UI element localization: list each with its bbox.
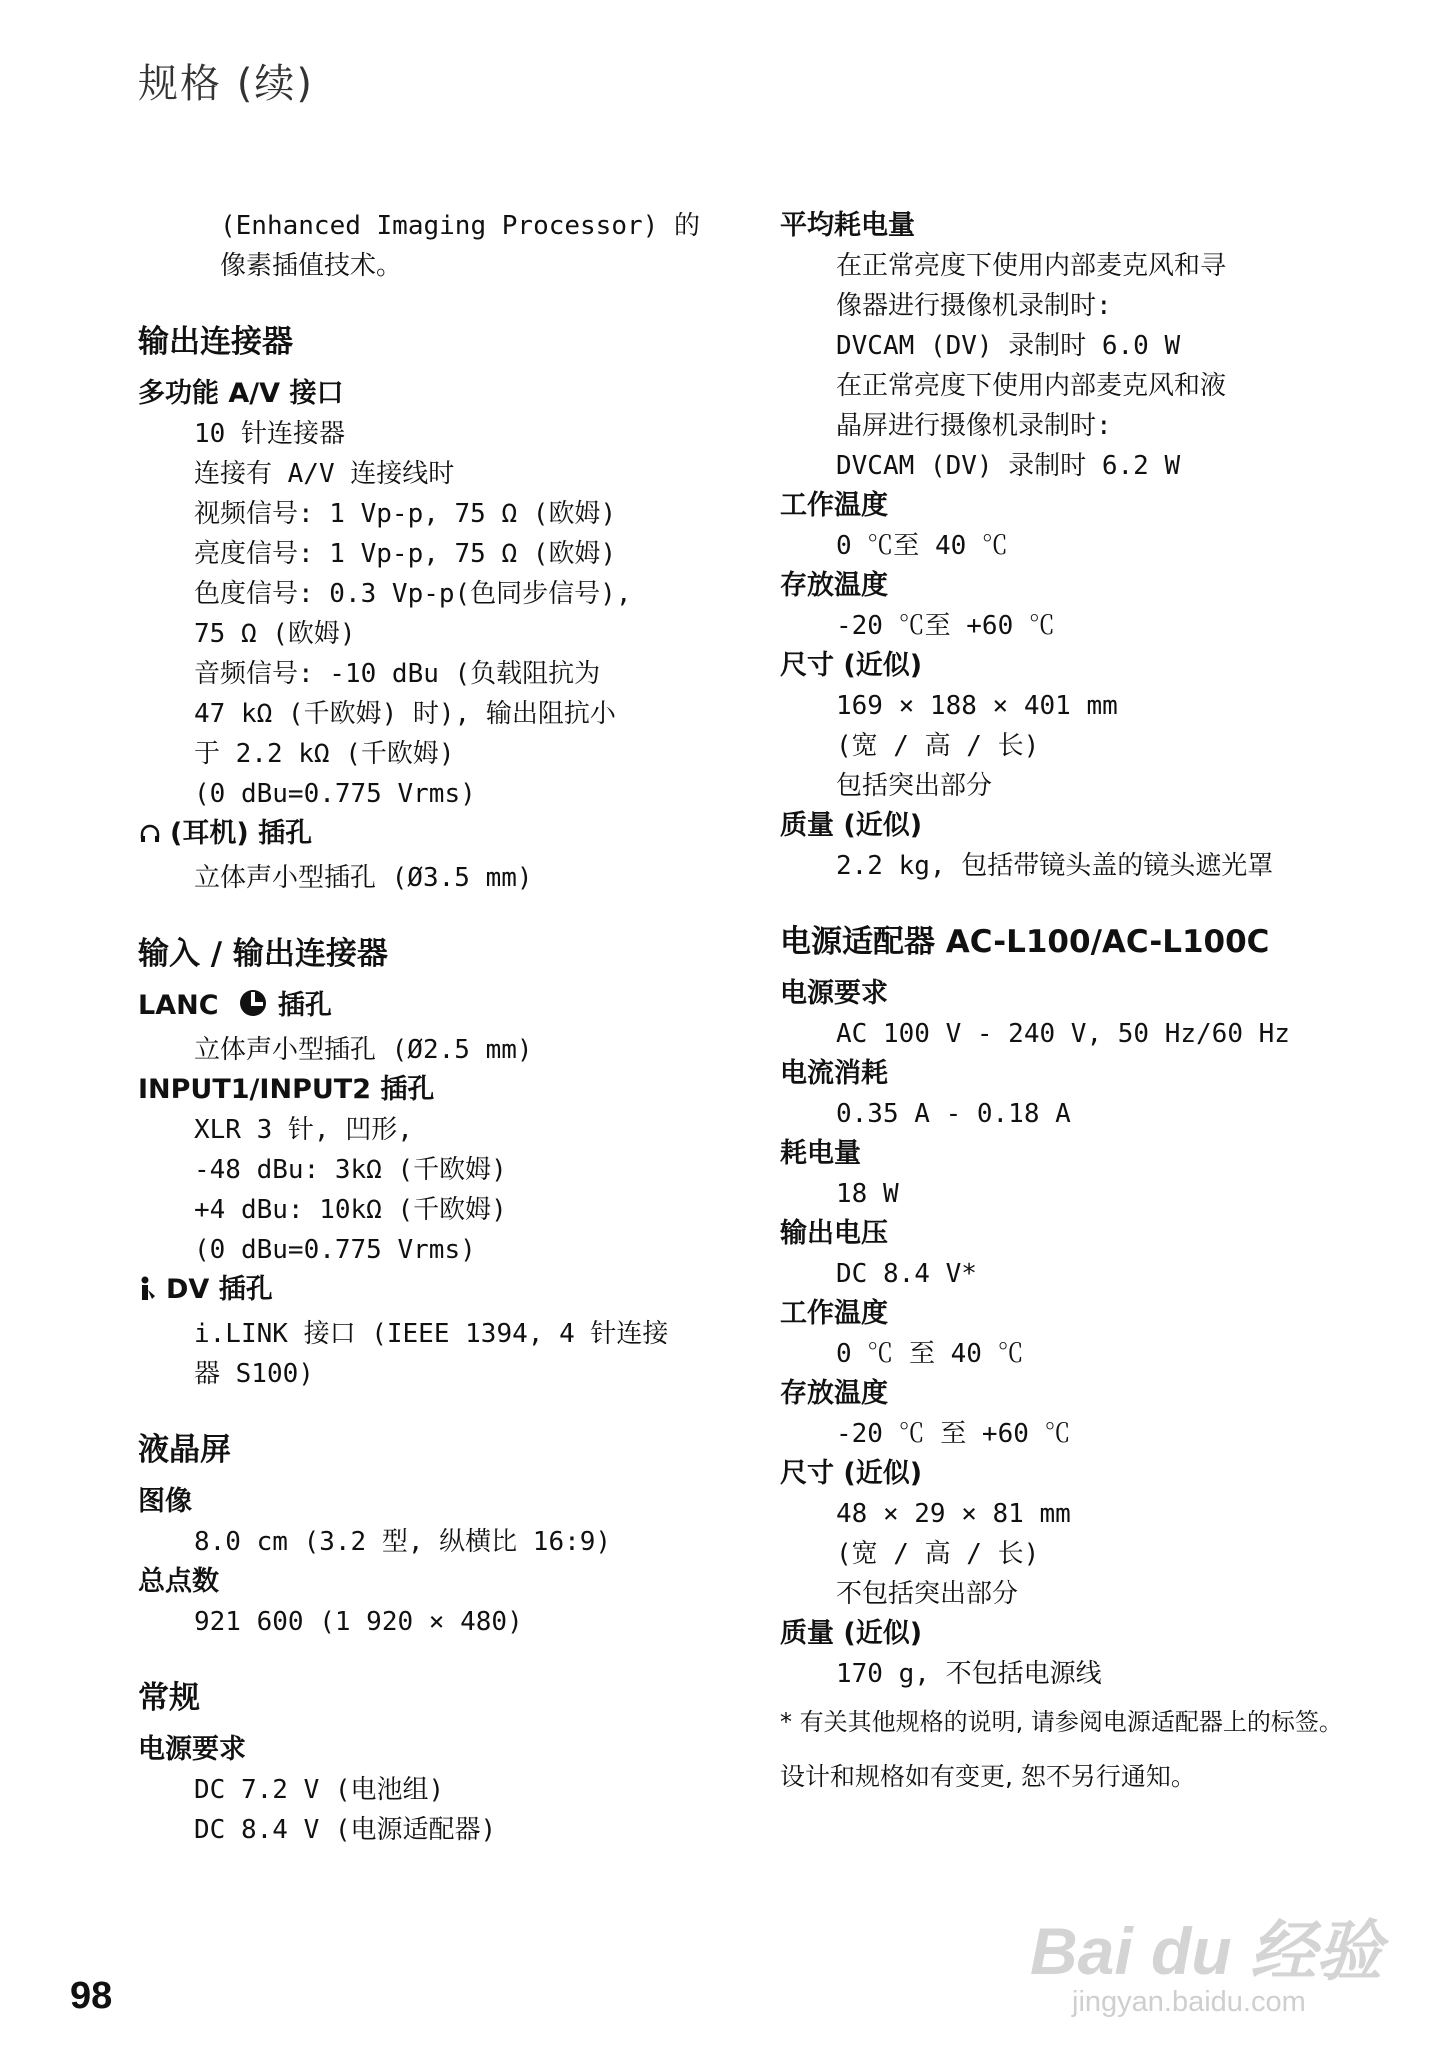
spec-value: -20 ℃至 +60 ℃ [836, 611, 1055, 641]
spec-value: 在正常亮度下使用内部麦克风和液 [836, 371, 1227, 401]
spec-label-multi-av: 多功能 A/V 接口 [138, 378, 344, 409]
intro-line: (Enhanced Imaging Processor) 的 [220, 211, 700, 241]
spec-value: DC 8.4 V* [836, 1259, 977, 1289]
spec-value: -48 dBu: 3kΩ (千欧姆) [194, 1155, 507, 1185]
footnote: * 有关其他规格的说明, 请参阅电源适配器上的标签。 [780, 1708, 1343, 1736]
spec-label-adapter-dimensions: 尺寸 (近似) [780, 1458, 923, 1489]
page-number: 98 [70, 1975, 113, 2017]
spec-value: XLR 3 针, 凹形, [194, 1115, 413, 1145]
spec-label-dv [138, 1270, 718, 1314]
section-heading-output: 输出连接器 [138, 324, 293, 360]
spec-label-image: 图像 [138, 1486, 192, 1517]
spec-label-adapter-mass: 质量 (近似) [780, 1618, 923, 1649]
spec-value: 色度信号: 0.3 Vp-p(色同步信号), [194, 579, 632, 609]
spec-label-input: INPUT1/INPUT2 插孔 [138, 1074, 435, 1105]
spec-label-lanc [138, 986, 718, 1030]
spec-value: (0 dBu=0.775 Vrms) [194, 779, 476, 809]
spec-value: 0 ℃至 40 ℃ [836, 531, 1008, 561]
lanc-label-b: 插孔 [277, 990, 332, 1021]
spec-value: 在正常亮度下使用内部麦克风和寻 [836, 251, 1227, 281]
spec-value: 0.35 A - 0.18 A [836, 1099, 1071, 1129]
spec-value: DVCAM (DV) 录制时 6.0 W [836, 331, 1181, 361]
spec-value: 视频信号: 1 Vp-p, 75 Ω (欧姆) [194, 499, 617, 529]
headphone-icon [138, 818, 162, 858]
spec-value: 18 W [836, 1179, 899, 1209]
spec-value: +4 dBu: 10kΩ (千欧姆) [194, 1195, 507, 1225]
spec-label-dimensions: 尺寸 (近似) [780, 650, 923, 681]
spec-label-adapter-op-temp: 工作温度 [780, 1298, 888, 1329]
watermark-url: jingyan.baidu.com [1072, 1986, 1306, 2018]
intro-line: 像素插值技术。 [220, 251, 403, 281]
ilink-icon [138, 1274, 158, 1314]
spec-label-mass: 质量 (近似) [780, 810, 923, 841]
spec-value: 亮度信号: 1 Vp-p, 75 Ω (欧姆) [194, 539, 617, 569]
spec-label-adapter-power: 电源要求 [780, 978, 888, 1009]
spec-value: 器 S100) [194, 1359, 314, 1389]
spec-label-avg-power: 平均耗电量 [780, 210, 915, 241]
spec-value: (宽 / 高 / 长) [836, 1539, 1040, 1569]
spec-label-headphone [138, 814, 718, 858]
spec-value: 包括突出部分 [836, 771, 993, 801]
spec-label-output-voltage: 输出电压 [780, 1218, 888, 1249]
spec-value: 48 × 29 × 81 mm [836, 1499, 1071, 1529]
spec-value: DC 8.4 V (电源适配器) [194, 1815, 497, 1845]
spec-label-power: 电源要求 [138, 1734, 246, 1765]
spec-value: 10 针连接器 [194, 419, 345, 449]
spec-value: 音频信号: -10 dBu (负载阻抗为 [194, 659, 601, 689]
spec-value: 0 ℃ 至 40 ℃ [836, 1339, 1024, 1369]
spec-value: DC 7.2 V (电池组) [194, 1775, 445, 1805]
change-notice: 设计和规格如有变更, 恕不另行通知。 [780, 1762, 1196, 1791]
spec-value: (宽 / 高 / 长) [836, 731, 1040, 761]
lanc-label: LANC [138, 990, 219, 1021]
spec-value: AC 100 V - 240 V, 50 Hz/60 Hz [836, 1019, 1290, 1049]
watermark-logo: Bai du 经验 [1030, 1914, 1383, 1988]
spec-label-op-temp: 工作温度 [780, 490, 888, 521]
spec-value: 像器进行摄像机录制时: [836, 291, 1112, 321]
spec-value: -20 ℃ 至 +60 ℃ [836, 1419, 1071, 1449]
spec-value: 75 Ω (欧姆) [194, 619, 356, 649]
spec-value: 晶屏进行摄像机录制时: [836, 411, 1112, 441]
spec-value: 连接有 A/V 连接线时 [194, 459, 455, 489]
spec-label-dots: 总点数 [138, 1566, 219, 1597]
spec-value: DVCAM (DV) 录制时 6.2 W [836, 451, 1181, 481]
spec-value: 于 2.2 kΩ (千欧姆) [194, 739, 455, 769]
dv-label: DV 插孔 [166, 1274, 273, 1305]
spec-label-consumption: 耗电量 [780, 1138, 861, 1169]
section-heading-general: 常规 [138, 1680, 200, 1716]
section-heading-lcd: 液晶屏 [138, 1432, 231, 1468]
spec-value: i.LINK 接口 (IEEE 1394, 4 针连接 [194, 1319, 669, 1349]
spec-value: 不包括突出部分 [836, 1579, 1019, 1609]
left-column [138, 206, 718, 1850]
page-title: 规格 (续) [138, 61, 314, 107]
right-column [780, 206, 1380, 1794]
spec-value: 2.2 kg, 包括带镜头盖的镜头遮光罩 [836, 851, 1274, 881]
spec-value: 169 × 188 × 401 mm [836, 691, 1118, 721]
headphone-label: (耳机) 插孔 [170, 818, 313, 849]
spec-value: 47 kΩ (千欧姆) 时), 输出阻抗小 [194, 699, 616, 729]
spec-value: 170 g, 不包括电源线 [836, 1659, 1102, 1689]
spec-label-storage-temp: 存放温度 [780, 570, 888, 601]
watermark [1030, 1870, 1390, 2040]
lanc-icon [238, 988, 268, 1030]
spec-value: 立体声小型插孔 (Ø2.5 mm) [194, 1035, 533, 1065]
spec-value: (0 dBu=0.775 Vrms) [194, 1235, 476, 1265]
section-heading-adapter: 电源适配器 AC-L100/AC-L100C [780, 924, 1270, 960]
spec-value: 8.0 cm (3.2 型, 纵横比 16:9) [194, 1527, 612, 1557]
spec-label-adapter-storage-temp: 存放温度 [780, 1378, 888, 1409]
spec-value: 立体声小型插孔 (Ø3.5 mm) [194, 863, 533, 893]
spec-label-current: 电流消耗 [780, 1058, 888, 1089]
spec-value: 921 600 (1 920 × 480) [194, 1607, 523, 1637]
section-heading-io: 输入 / 输出连接器 [138, 936, 388, 972]
